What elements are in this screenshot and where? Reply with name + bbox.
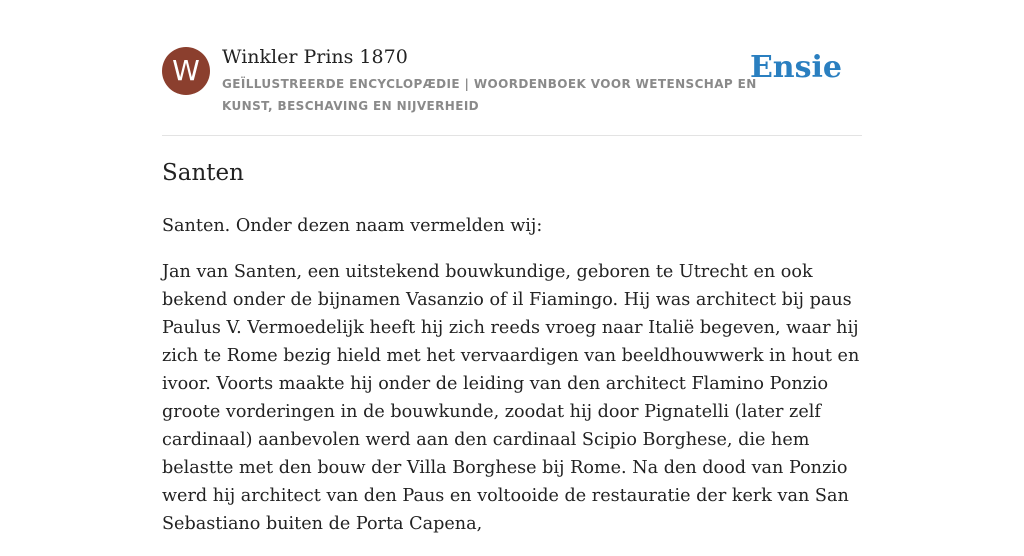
page [162,0,862,534]
source-subtitle: GEÏLLUSTREERDE ENCYCLOPÆDIE | WOORDENBOEK VOOR WETENSCHAP EN KUNST, BESCHAVING EN NIJVERHEID [222,77,757,113]
ensie-logo-link[interactable]: Ensie [749,50,842,85]
article-paragraph: Santen. Onder dezen naam vermelden wij: [162,216,543,236]
source-title[interactable]: Winkler Prins 1870 [222,46,408,68]
article-paragraph: Jan van Santen, een uitstekend bouwkundige, geboren te Utrecht en ook bekend onder de bijnamen Vasanzio of il Fiamingo. Hij was architect bij paus Paulus V. Vermoedelijk heeft hij zich reeds vroeg naar Italië begeven, waar hij zich te Rome bezig hield met het vervaardigen van beeldhouwwerk in hout en ivoor. Voorts maakte hij onder de leiding van den architect Flamino Ponzio groote vorderingen in de bouwkunde, zoodat hij door Pignatelli (later zelf cardinaal) aanbevolen werd aan den cardinaal Scipio Borghese, die hem belastte met den bouw der Villa Borghese bij Rome. Na den dood van Ponzio werd hij architect van den Paus en voltooide de restauratie der kerk van San Sebastiano buiten de Porta Capena, [162,262,860,534]
article-body [162,212,862,556]
source-header [162,0,862,136]
article-title: Santen [162,160,244,186]
source-avatar[interactable]: W [162,47,210,95]
